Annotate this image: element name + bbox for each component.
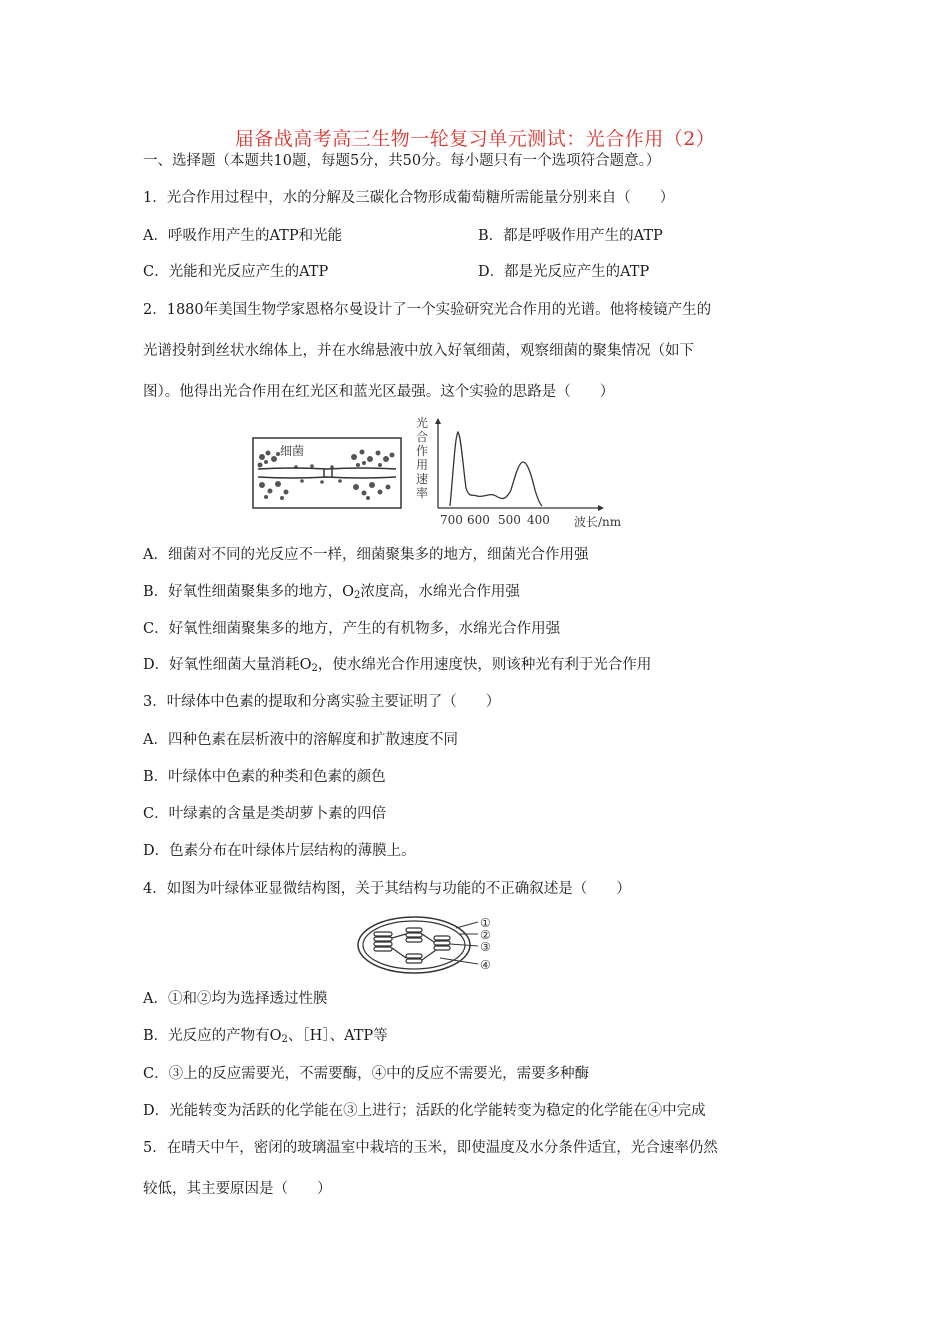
q2-option-c: C．好氧性细菌聚集多的地方，产生的有机物多，水绵光合作用强 (143, 621, 561, 637)
chart-ylabel-char-1: 光 (416, 416, 429, 430)
q1-option-a: A．呼吸作用产生的ATP和光能 (143, 228, 343, 244)
q4-option-b-post: 、［H］、ATP等 (287, 1028, 388, 1044)
q2-option-d (143, 655, 651, 679)
q2-option-b (143, 582, 520, 606)
q4-option-d: D．光能转变为活跃的化学能在③上进行；活跃的化学能转变为稳定的化学能在④中完成 (143, 1103, 706, 1119)
question-2-stem-line-2: 光谱投射到丝状水绵体上，并在水绵悬液中放入好氧细菌，观察细菌的聚集情况（如下 (143, 343, 694, 359)
chloroplast-label-2: ② (480, 928, 491, 942)
chart-tick-700: 700 (440, 513, 463, 527)
q3-option-a: A．四种色素在层析液中的溶解度和扩散速度不同 (143, 732, 458, 748)
chart-ylabel-char-6: 率 (416, 486, 429, 500)
question-4-stem: 4．如图为叶绿体亚显微结构图，关于其结构与功能的不正确叙述是（ ） (143, 881, 631, 897)
bacteria-aggregation-figure (252, 437, 402, 509)
chloroplast-label-1: ① (480, 916, 491, 930)
chart-tick-600: 600 (467, 513, 490, 527)
q2-option-d-post: ，使水绵光合作用速度快，则该种光有利于光合作用 (317, 657, 652, 673)
question-5-stem-line-1: 5．在晴天中午，密闭的玻璃温室中栽培的玉米，即使温度及水分条件适宜，光合速率仍然 (143, 1140, 718, 1156)
q1-option-b: B．都是呼吸作用产生的ATP (478, 228, 663, 244)
q2-option-d-sub: 2 (311, 663, 318, 674)
section-heading: 一、选择题（本题共10题，每题5分，共50分。每小题只有一个选项符合题意。） (143, 153, 661, 169)
chloroplast-label-3: ③ (480, 940, 491, 954)
page-title: 届备战高考高三生物一轮复习单元测试：光合作用（2） (234, 128, 716, 150)
q2-option-b-post: 浓度高，水绵光合作用强 (360, 584, 520, 600)
chloroplast-structure-figure (356, 914, 496, 976)
q3-option-b: B．叶绿体中色素的种类和色素的颜色 (143, 769, 386, 785)
q3-option-d: D．色素分布在叶绿体片层结构的薄膜上。 (143, 843, 416, 859)
chart-curve (450, 432, 542, 506)
bacteria-label: 细菌 (280, 444, 305, 458)
question-2-stem-line-1: 2．1880年美国生物学家恩格尔曼设计了一个实验研究光合作用的光谱。他将棱镜产生的 (143, 302, 712, 318)
question-3-stem: 3．叶绿体中色素的提取和分离实验主要证明了（ ） (143, 694, 501, 710)
q1-option-d: D．都是光反应产生的ATP (478, 264, 650, 280)
q4-option-a: A．①和②均为选择透过性膜 (143, 991, 328, 1007)
q2-option-a: A．细菌对不同的光反应不一样，细菌聚集多的地方，细菌光合作用强 (143, 547, 589, 563)
question-2-stem-line-3: 图）。他得出光合作用在红光区和蓝光区最强。这个实验的思路是（ ） (143, 384, 615, 400)
q2-option-d-pre: D．好氧性细菌大量消耗O (143, 657, 312, 673)
q4-option-c: C．③上的反应需要光，不需要酶，④中的反应不需要光，需要多种酶 (143, 1066, 590, 1082)
chart-ylabel-char-3: 作 (416, 444, 429, 458)
q1-option-c: C．光能和光反应产生的ATP (143, 264, 329, 280)
question-1-stem: 1．光合作用过程中，水的分解及三碳化合物形成葡萄糖所需能量分别来自（ ） (143, 190, 675, 206)
chart-xlabel: 波长/nm (574, 515, 622, 528)
chart-ylabel-char-4: 用 (416, 458, 429, 472)
question-5-stem-line-2: 较低，其主要原因是（ ） (143, 1181, 332, 1197)
q3-option-c: C．叶绿素的含量是类胡萝卜素的四倍 (143, 806, 387, 822)
chart-ylabel-char-5: 速 (416, 472, 429, 486)
chart-tick-400: 400 (527, 513, 550, 527)
q2-option-b-sub: 2 (354, 590, 361, 601)
q2-option-b-pre: B．好氧性细菌聚集多的地方，O (143, 584, 355, 600)
chart-tick-500: 500 (498, 513, 521, 527)
q4-option-b (143, 1026, 388, 1050)
chart-ylabel-char-2: 合 (416, 430, 429, 444)
chloroplast-label-4: ④ (480, 958, 491, 972)
q4-option-b-sub: 2 (281, 1034, 288, 1045)
photosynthesis-spectrum-chart (414, 416, 634, 528)
q4-option-b-pre: B．光反应的产物有O (143, 1028, 282, 1044)
